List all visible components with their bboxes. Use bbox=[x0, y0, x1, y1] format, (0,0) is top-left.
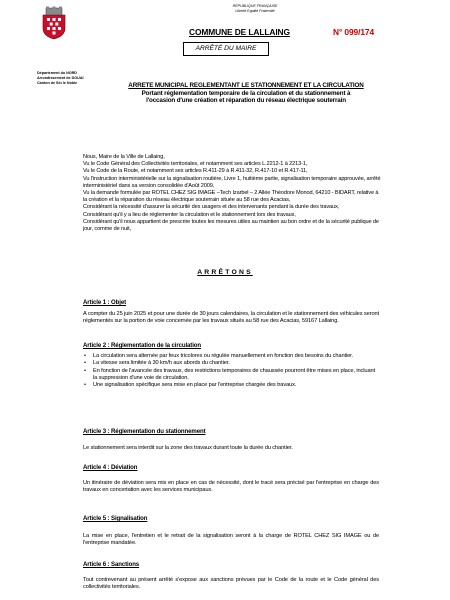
department-block bbox=[37, 71, 84, 85]
vu-line: Vu le Code Général des Collectivités territoriales, et notamment ses articles L.2212-1 à 2213-1, bbox=[83, 161, 308, 168]
canton-line: Canton de Sin le Noble bbox=[37, 80, 78, 85]
subject-line: l'occasion d'une création et réparation du réseau électrique souterrain bbox=[146, 97, 346, 105]
considerant-line: Considérant la nécessité d'assurer la sécurité des usagers et des intervenants pendant la durée des travaux, bbox=[83, 204, 340, 211]
arrete-number: N° 099/174 bbox=[333, 27, 374, 37]
republic-motto: Liberté Egalité Fraternité bbox=[235, 8, 275, 13]
article-5-title: Article 5 : Signalisation bbox=[83, 515, 148, 522]
article-3-title: Article 3 : Réglementation du stationnement bbox=[83, 428, 206, 435]
list-item-text: La circulation sera alternée par feux tricolores ou régulée manuellement en fonction des besoins du chantier. bbox=[93, 353, 354, 359]
article-4-title: Article 4 : Déviation bbox=[83, 464, 138, 471]
article-6-title: Article 6 : Sanctions bbox=[83, 561, 140, 568]
vu-line: Vu l'instruction interministérielle sur la signalisation routière, Livre 1, huitième partie, signalisation temporaire approuvée, arrêté interministériel dans sa version consolidée d'Août 2009, bbox=[83, 175, 381, 189]
vu-line: Vu le Code de la Route, et notamment ses articles R.411-29 à R.411-32, R.417-10 et R.417-11, bbox=[83, 168, 308, 175]
commune-name: COMMUNE DE LALLAING bbox=[189, 27, 290, 37]
considerant-line: Considérant qu'il nous appartient de prescrire toutes les mesures utiles au maintien au bon ordre et de la sécurité publique de jour, comme de nuit, bbox=[83, 218, 379, 233]
list-item: • La circulation sera alternée par feux tricolores ou régulée manuellement en fonction des besoins du chantier. bbox=[84, 353, 354, 359]
republic-line: RÉPUBLIQUE FRANÇAISE bbox=[232, 4, 278, 8]
article-1-text: A compter du 25 juin 2025 et pour une durée de 30 jours calendaires, la circulation et le stationnement des véhicules seront réglementés sur la portion de voie concernée par les travaux situés au 58 rue des Acacias, 59167 Lallaing. bbox=[83, 311, 379, 325]
article-2-list bbox=[83, 353, 379, 389]
article-5-text: La mise en place, l'entretien et le retrait de la signalisation seront à la charge de ROTEL CHEZ SIG IMAGE ou de l'entreprise mandatée. bbox=[83, 533, 379, 547]
subject-line: Portant réglementation temporaire de la circulation et du stationnement à bbox=[141, 89, 351, 97]
mayor-line: Nous, Maire de la Ville de Lallaing, bbox=[83, 154, 165, 160]
list-item: • La vitesse sera limitée à 30 km/h aux abords du chantier. bbox=[84, 360, 230, 367]
article-4-text: Un itinéraire de déviation sera mis en place en cas de nécessité, dont le tracé sera précisé par l'entreprise en charge des travaux en concertation avec les services municipaux. bbox=[83, 480, 379, 494]
subject-title: ARRETE MUNICIPAL REGLEMENTANT LE STATIONNEMENT ET LA CIRCULATION bbox=[128, 82, 364, 89]
considerant-line: Considérant qu'il y a lieu de réglementer la circulation et le stationnement lors des travaux, bbox=[83, 211, 296, 218]
arretons-heading: ARRÊTONS bbox=[197, 269, 253, 276]
arrondissement-line: Arrondissement de DOUAI bbox=[37, 75, 84, 80]
department-line: Département du NORD bbox=[37, 71, 77, 75]
list-item: • Une signalisation spécifique sera mise en place par l'entreprise chargée des travaux. bbox=[84, 382, 297, 389]
article-3-text: Le stationnement sera interdit sur la zone des travaux durant toute la durée du chantier. bbox=[83, 445, 293, 451]
list-item: • En fonction de l'avancée des travaux, des restrictions temporaires de chaussée pourront être mises en place, incluant la suppression d'une voie de circulation. bbox=[84, 367, 376, 381]
arrete-subject bbox=[96, 82, 396, 105]
list-item-text: Une signalisation spécifique sera mise en place par l'entreprise chargée des travaux. bbox=[93, 382, 297, 389]
coat-of-arms-icon bbox=[40, 6, 68, 40]
article-2-title: Article 2 : Réglementation de la circulation bbox=[83, 342, 201, 349]
article-1-title: Article 1 : Objet bbox=[83, 299, 126, 306]
preamble bbox=[83, 154, 383, 233]
document-type-label: ARRÊTÉ DU MAIRE bbox=[195, 45, 257, 52]
list-item-text: La vitesse sera limitée à 30 km/h aux abords du chantier. bbox=[93, 360, 230, 367]
article-6-text: Tout contrevenant au présent arrêté s'expose aux sanctions prévues par le Code de la route et le Code général des collectivités territoriales. bbox=[83, 577, 379, 591]
document-type-box bbox=[183, 42, 269, 56]
vu-line: Vu la demande formulée par ROTEL CHEZ SIG IMAGE –Tech Izarbel – 2 Allée Théodore Monod, 64210 - BIDART, relative à la création et la réparation du réseau électrique souterrain située au 58 rue des Acacias, bbox=[83, 190, 379, 204]
list-item-text: En fonction de l'avancée des travaux, des restrictions temporaires de chaussée pourront être mises en place, incluant la suppression d'une voie de circulation. bbox=[93, 367, 376, 381]
republic-header bbox=[200, 4, 310, 13]
